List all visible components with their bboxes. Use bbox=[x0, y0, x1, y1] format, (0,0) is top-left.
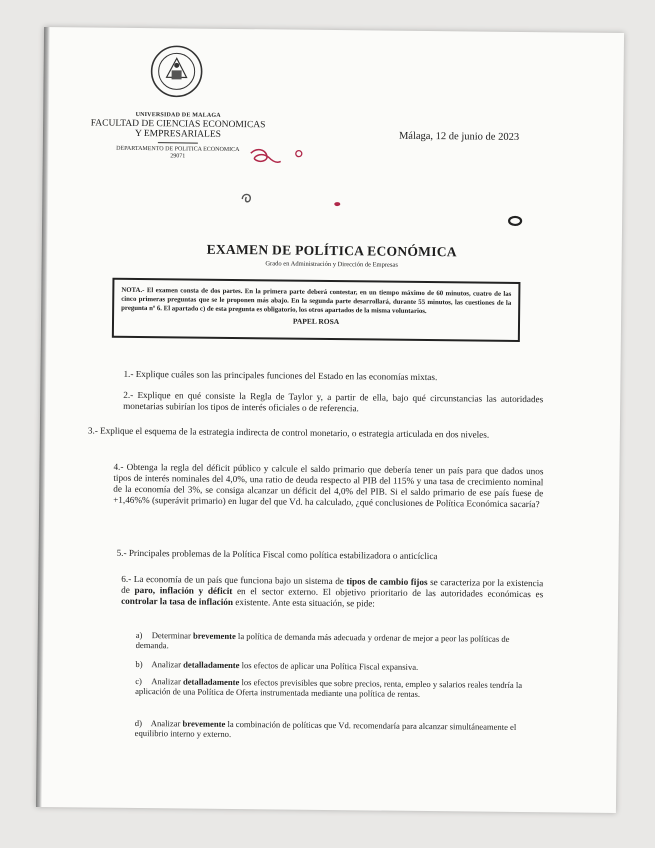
question-3 bbox=[88, 425, 543, 441]
question-2 bbox=[123, 390, 543, 416]
item-text: Analizar bbox=[151, 676, 184, 687]
question-number: 1.- bbox=[123, 368, 134, 379]
question-text-bold: paro, inflación y déficit bbox=[134, 584, 233, 597]
ink-blot-icon bbox=[506, 214, 524, 228]
paper-color-label: PAPEL ROSA bbox=[292, 316, 340, 326]
scan-edge bbox=[36, 27, 50, 807]
question-6d bbox=[135, 718, 535, 743]
item-letter: a) bbox=[135, 629, 143, 641]
question-number: 5.- bbox=[116, 547, 127, 558]
item-text: Analizar bbox=[151, 659, 184, 670]
question-4 bbox=[113, 462, 543, 511]
item-text: la combinación de políticas que Vd. recomendaría para alcanzar simultáneamente el equilibrio interno y externo. bbox=[134, 718, 517, 740]
item-text: Analizar bbox=[150, 718, 183, 729]
question-5 bbox=[117, 548, 537, 563]
item-text: los efectos previsibles que sobre precios, renta, empleo y salarios reales tendría la aplicación de una Política de Oferta instrumentada mediante una política de rentas. bbox=[135, 677, 523, 700]
question-text: Explique cuáles son las principales funciones del Estado en las economías mixtas. bbox=[135, 368, 438, 383]
instructions-box bbox=[112, 278, 521, 342]
question-number: 2.- bbox=[123, 389, 134, 400]
item-text: Determinar bbox=[151, 630, 194, 641]
item-text: la política de demanda más adecuada y ordenar de mejor a peor las políticas de demanda. bbox=[135, 631, 510, 651]
question-text: La economía de un país que funciona bajo un sistema de bbox=[133, 573, 347, 587]
exam-paper bbox=[36, 27, 624, 813]
item-text: los efectos de aplicar una Política Fiscal expansiva. bbox=[239, 660, 419, 672]
item-text-bold: detalladamente bbox=[183, 659, 240, 671]
question-1 bbox=[123, 369, 543, 384]
question-text: se caracteriza por la existencia de bbox=[121, 577, 544, 595]
item-text-bold: brevemente bbox=[182, 718, 226, 729]
ink-dot-icon bbox=[332, 200, 342, 208]
exam-date: Málaga, 12 de junio de 2023 bbox=[398, 130, 520, 143]
question-text: existente. Ante esta situación, se pide: bbox=[232, 597, 375, 609]
question-6b bbox=[135, 659, 535, 674]
question-6a bbox=[136, 630, 536, 655]
ink-scribble-icon bbox=[247, 145, 307, 176]
exam-title: EXAMEN DE POLÍTICA ECONÓMICA bbox=[206, 241, 457, 260]
question-text: en el sector externo. El objetivo prioritario de las autoridades económicas es bbox=[232, 586, 544, 600]
question-number: 4.- bbox=[113, 461, 124, 472]
question-text: Principales problemas de la Política Fiscal como política estabilizadora o anticíclica bbox=[128, 547, 438, 562]
ink-mark-icon bbox=[238, 189, 258, 207]
faculty-name-cont: Y EMPRESARIALES bbox=[134, 128, 222, 140]
university-seal-icon bbox=[149, 44, 204, 99]
question-text: Obtenga la regla del déficit público y calcule el saldo primario que debería tener un país para que dados unos tipos de interés nominales del 4,0%, una ratio de deuda respecto al PIB del 115% y una tasa de crecimiento nominal de la economía del 3%, se consiga alcanzar un déficit del 4,0% del PIB. Si el saldo primario de ese país fuese de +1,46%% (superávit primario) en lugar del que Vd. ha calculado, ¿qué conclusiones de Política Económica sacaría? bbox=[113, 461, 544, 510]
faculty-name: FACULTAD DE CIENCIAS ECONOMICAS bbox=[90, 118, 266, 130]
question-number: 6.- bbox=[121, 573, 132, 584]
department-name: DEPARTAMENTO DE POLITICA ECONOMICA bbox=[116, 146, 240, 154]
item-text-bold: detalladamente bbox=[182, 676, 240, 688]
university-name: UNIVERSIDAD DE MALAGA bbox=[135, 111, 221, 119]
question-6 bbox=[121, 574, 543, 612]
question-text-bold: tipos de cambio fijos bbox=[346, 576, 428, 588]
question-6c bbox=[135, 676, 535, 701]
item-letter: b) bbox=[135, 658, 143, 670]
item-letter: c) bbox=[135, 675, 142, 687]
question-number: 3.- bbox=[87, 425, 98, 436]
item-letter: d) bbox=[134, 717, 143, 729]
instructions-text: NOTA.- El examen consta de dos partes. En la primera parte deberá contestar, en un tiempo máximo de 60 minutos, cuatro de las cinco primeras preguntas que se le proponen más abajo. En la segunda parte desarrollará, durante 55 minutos, las cuestiones de la pregunta nº 6. El apartado c) de esta pregunta es obligatorio, los otros apartados de la misma voluntarios. bbox=[121, 286, 512, 316]
question-text: Explique el esquema de la estrategia indirecta de control monetario, o estrategia articulada en dos niveles. bbox=[100, 425, 490, 440]
item-text-bold: brevemente bbox=[192, 630, 236, 642]
question-text: Explique en qué consiste la Regla de Taylor y, a partir de ella, bajo qué circunstancias las autoridades monetarias subirían los tipos de interés oficiales o de referencia. bbox=[123, 389, 544, 414]
exam-subtitle: Grado en Administración y Dirección de Empresas bbox=[265, 260, 398, 269]
header-rule bbox=[158, 143, 198, 144]
department-code: 29071 bbox=[170, 153, 186, 160]
question-text-bold: controlar la tasa de inflación bbox=[121, 595, 234, 608]
